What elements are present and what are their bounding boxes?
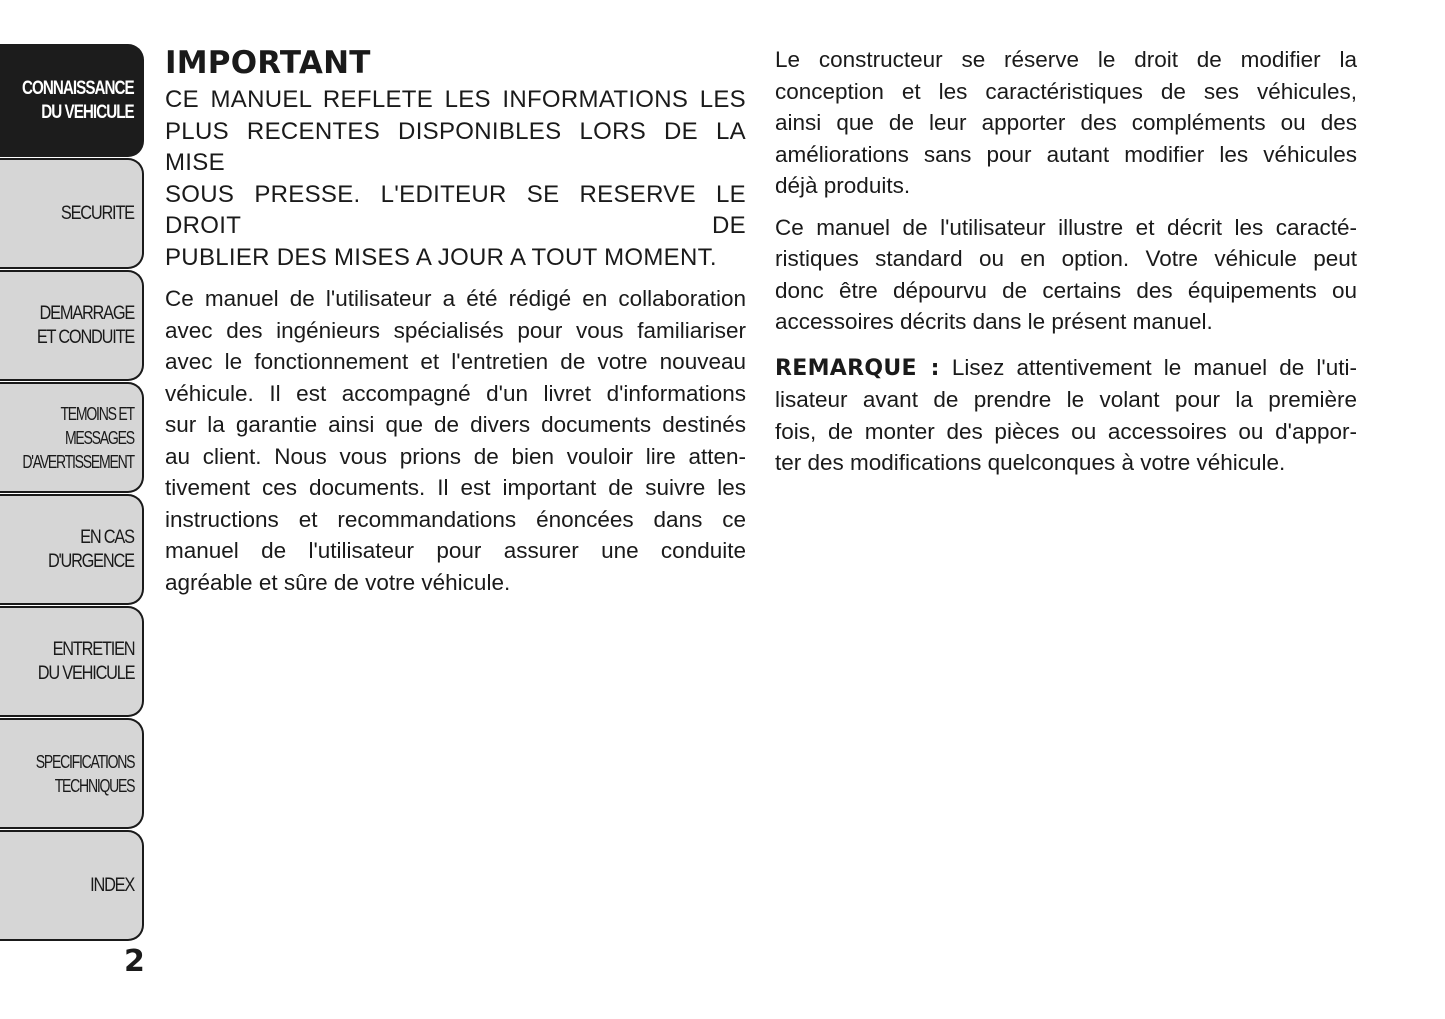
text-line: instructions et recommandations énoncées dans ce (165, 506, 746, 532)
text-line: fois, de monter des pièces ou accessoires ou d'appor- (775, 418, 1357, 444)
text-line: avec le fonctionnement et l'entretien de votre nouveau (165, 349, 746, 374)
tab-label: SECURITE (61, 202, 134, 224)
tab-en-cas-d-urgence[interactable] (0, 494, 144, 605)
tab-label: DEMARRAGE ET CONDUITE (36, 302, 134, 348)
caps-notice (165, 84, 746, 273)
tab-demarrage-et-conduite[interactable] (0, 270, 144, 381)
page-number: 2 (124, 944, 145, 979)
right-column (775, 44, 1357, 489)
text-line: Le constructeur se réserve le droit de modifier la (775, 47, 1357, 72)
tab-index[interactable] (0, 830, 144, 941)
text-line: déjà produits. (775, 173, 911, 198)
text-line: ainsi que de leur apporter des compléments ou des (775, 110, 1357, 135)
text-line: sur la garantie ainsi que de divers documents destinés (165, 412, 746, 437)
tab-label: TEMOINS ET MESSAGES D'AVERTISSEMENT (22, 403, 134, 472)
text-line: donc être dépourvu de certains des équipements ou (775, 277, 1357, 303)
tab-label: CONNAISSANCE DU VEHICULE (22, 77, 134, 123)
manufacturer-paragraph (775, 44, 1357, 202)
text-line: Ce manuel de l'utilisateur illustre et décrit les caracté- (775, 214, 1357, 240)
tab-label: SPECIFICATIONS TECHNIQUES (35, 751, 134, 796)
note-paragraph (775, 352, 1357, 479)
text-line: véhicule. Il est accompagné d'un livret d'informations (165, 380, 746, 406)
chapter-tabs (0, 44, 144, 942)
tab-label: ENTRETIEN DU VEHICULE (37, 638, 134, 684)
tab-connaissance-du-vehicule[interactable] (0, 44, 144, 157)
text-line: conception et les caractéristiques de ses véhicules, (775, 78, 1357, 104)
features-paragraph (775, 212, 1357, 338)
caps-line: SOUS PRESSE. L'EDITEUR SE RESERVE LE DROIT DE (165, 180, 746, 239)
tab-specifications-techniques[interactable] (0, 718, 144, 829)
text-line: agréable et sûre de votre véhicule. (165, 569, 511, 595)
text-line: lisateur avant de prendre le volant pour la première (775, 387, 1357, 412)
tab-entretien-du-vehicule[interactable] (0, 606, 144, 717)
section-heading: IMPORTANT (165, 45, 371, 81)
text-line: ristiques standard ou en option. Votre véhicule peut (775, 246, 1357, 271)
text-line: manuel de l'utilisateur pour assurer une conduite (165, 538, 746, 563)
intro-paragraph (165, 283, 746, 598)
text-line: Ce manuel de l'utilisateur a été rédigé en collaboration (165, 286, 746, 311)
text-line: avec des ingénieurs spécialisés pour vous familiariser (165, 317, 746, 343)
text-line: accessoires décrits dans le présent manuel. (775, 309, 1213, 334)
caps-line: CE MANUEL REFLETE LES INFORMATIONS LES (165, 86, 746, 113)
note-text: Lisez attentivement le manuel de l'uti- (951, 354, 1357, 380)
text-line: améliorations sans pour autant modifier les véhicules (775, 141, 1357, 167)
text-line: ter des modifications quelconques à votre véhicule. (775, 450, 1286, 475)
note-first-line (775, 352, 1357, 385)
text-line: au client. Nous vous prions de bien vouloir lire atten- (165, 443, 746, 469)
tab-temoins-et-messages[interactable] (0, 382, 144, 493)
caps-line: PLUS RECENTES DISPONIBLES LORS DE LA MISE (165, 117, 746, 176)
caps-line: PUBLIER DES MISES A JOUR A TOUT MOMENT. (165, 243, 717, 271)
tab-label: EN CAS D'URGENCE (48, 526, 134, 572)
left-column (165, 44, 746, 608)
tab-securite[interactable] (0, 158, 144, 269)
text-line: tivement ces documents. Il est important de suivre les (165, 475, 746, 500)
tab-label: INDEX (90, 874, 134, 896)
note-label: REMARQUE : (775, 355, 940, 381)
